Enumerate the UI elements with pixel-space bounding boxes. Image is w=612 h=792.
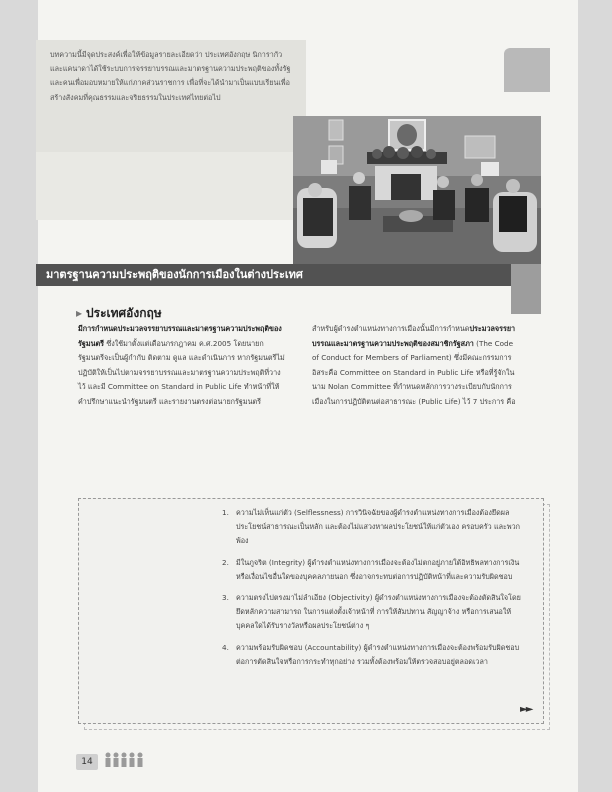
list-item-text: ความไม่เห็นแก่ตัว (Selflessness) การวินิจฉัยของผู้ดำรงตำแหน่งทางการเมืองต้องยึดผลประโยชน์สาธารณะเป็นหลัก และต้องไม่แสวงหาผลประโยชน์ให้แก่ตัวเอง ครอบครัว และพวกพ้อง	[236, 508, 521, 546]
triangle-bullet-icon: ▸	[76, 306, 83, 320]
list-item-text: ความตรงไปตรงมาไม่ลำเอียง (Objectivity) ผู้ดำรงตำแหน่งทางการเมืองจะต้องตัดสินใจโดยยึดหลักความสามารถ ในการแต่งตั้งเจ้าหน้าที่ การให้สัมปทาน สัญญาจ้าง หรือการเสนอให้บุคคลใดได้รับรางวัลหรือผลประโยชน์ต่าง ๆ	[236, 593, 521, 631]
page-number	[76, 754, 98, 770]
list-item	[222, 591, 528, 634]
banner-side-block	[511, 264, 541, 314]
principles-list	[222, 506, 528, 676]
section-heading-text: ประเทศอังกฤษ	[86, 306, 162, 320]
list-item-number: 2.	[222, 557, 229, 567]
people-icon	[104, 752, 144, 768]
left-body-text: ซึ่งใช้มาตั้งแต่เดือนกรกฎาคม ค.ศ.2005 โดยนายกรัฐมนตรีจะเป็นผู้กำกับ ติดตาม ดูแล และดำเนินการ หากรัฐมนตรีไม่ปฏิบัติให้เป็นไปตามจรรยาบรรณและมาตรฐานความประพฤติที่วางไว้ และมี Committee on Standard in Public Life ทำหน้าที่ให้คำปรึกษาแนะนำรัฐมนตรี และรายงานตรงต่อนายกรัฐมนตรี	[78, 338, 285, 406]
section-heading	[76, 304, 162, 323]
list-item-number: 4.	[222, 642, 229, 652]
right-bold-text: ประมวลจรรยาบรรณและมาตรฐานความประพฤติของสมาชิกรัฐสภา	[312, 324, 516, 348]
body-column-right	[312, 322, 520, 410]
list-item-number: 1.	[222, 508, 229, 517]
list-item-text: ความพร้อมรับผิดชอบ (Accountability) ผู้ดำรงตำแหน่งทางการเมืองจะต้องพร้อมรับผิดชอบต่อการตัดสินใจหรือการกระทำทุกอย่าง รวมทั้งต้องพร้อมให้ตรวจสอบอยู่ตลอดเวลา	[236, 642, 520, 666]
body-column-left	[78, 322, 286, 410]
intro-text: บทความนี้มีจุดประสงค์เพื่อให้ข้อมูลรายละเอียดว่า ประเทศอังกฤษ นิการากัว และแคนาดาได้ใช้ระบบการจรรยาบรรณและมาตรฐานความประพฤติของทั้งรัฐและคนเพื่อมอบหมายให้แก่ภาคส่วนราชการ เพื่อที่จะได้นำมาเป็นแบบเรียนเพื่อสร้างสังคมที่คุณธรรมและจริยธรรมในประเทศไทยต่อไป	[50, 50, 291, 102]
left-bold-text: มีการกำหนดประมวลจรรยาบรรณและมาตรฐานความประพฤติของรัฐมนตรี	[78, 324, 282, 348]
right-body-text: (The Code of Conduct for Members of Parliament) ซึ่งมีคณะกรรมการอิสระคือ Committee on Standard in Public Life หรือที่รู้จักในนาม Nolan Committee ที่กำหนดหลักการวางระเบียบกับนักการเมืองในการปฏิบัติตนต่อสาธารณะ (Public Life) ไว้ 7 ประการ คือ	[312, 338, 516, 406]
list-item	[222, 506, 528, 549]
right-intro-text: สำหรับผู้ดำรงตำแหน่งทางการเมืองนั้นมีการกำหนด	[312, 324, 470, 333]
continue-arrows-icon: ►►	[520, 704, 532, 715]
section-banner	[36, 264, 541, 286]
intro-strip	[36, 152, 306, 220]
meeting-photo-illustration	[293, 116, 541, 264]
list-item	[222, 641, 528, 669]
banner-title: มาตรฐานความประพฤติของนักการเมืองในต่างประเทศ	[46, 268, 303, 281]
page-number-text: 14	[81, 757, 93, 767]
list-item	[222, 556, 528, 584]
list-item-number: 3.	[222, 593, 229, 603]
meeting-photo	[293, 116, 541, 264]
chapter-tab	[504, 48, 550, 92]
intro-box	[36, 40, 306, 152]
list-item-text: มีในภูจริต (Integrity) ผู้ดำรงตำแหน่งทางการเมืองจะต้องไม่ตกอยู่ภายใต้อิทธิพลทางการเงินหรือเงื่อนไขอื่นใดของบุคคลภายนอก ซึ่งอาจกระทบต่อการปฏิบัติหน้าที่และความรับผิดชอบ	[236, 557, 520, 581]
